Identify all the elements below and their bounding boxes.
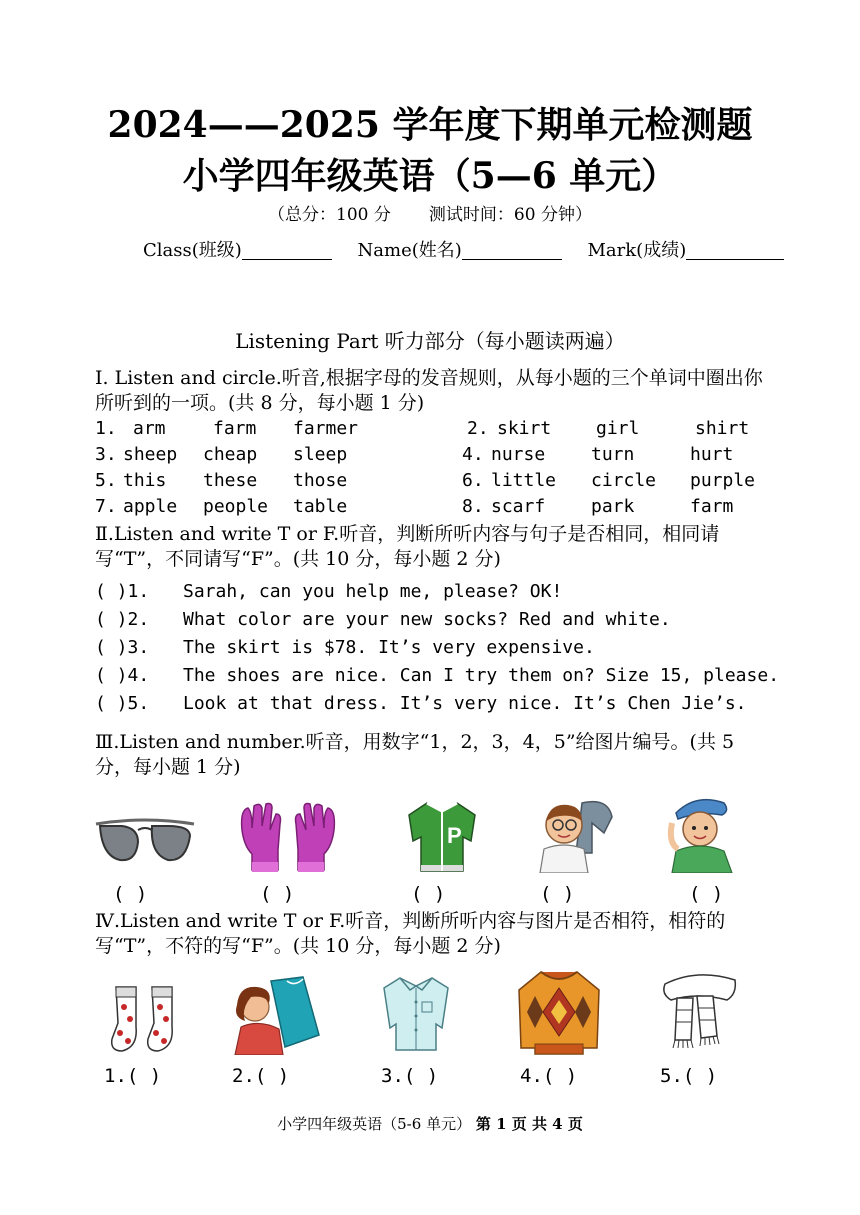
number-answer-blank[interactable]: ( ) (540, 883, 575, 905)
answer-blank[interactable]: ( )4. (95, 665, 150, 686)
footer-title: 小学四年级英语（5-6 单元） (277, 1115, 472, 1133)
number-answer-blank[interactable]: ( ) (689, 883, 724, 905)
question-number: 1. (95, 418, 117, 439)
word-option[interactable]: cheap (203, 444, 258, 465)
class-field[interactable] (143, 240, 332, 261)
question-number: 5. (95, 470, 117, 491)
tf-item (95, 637, 595, 658)
class-label: Class(班级) (143, 240, 242, 261)
question-number: 8. (462, 496, 484, 517)
name-field[interactable] (358, 240, 562, 261)
tf-sentence: Look at that dress. It’s very nice. It’s Chen Jie’s. (183, 693, 747, 714)
listening-part-title: Listening Part 听力部分（每小题读两遍） (235, 329, 625, 353)
word-option[interactable]: those (293, 470, 348, 491)
word-option[interactable]: nurse (491, 444, 546, 465)
mark-field[interactable] (588, 240, 785, 261)
exam-meta (0, 200, 860, 225)
answer-blank[interactable]: ( )3. (95, 637, 150, 658)
section2-instruction: Ⅱ.Listen and write T or F.听音，判断所听内容与句子是否相同，相同请写“T”，不同请写“F”。(共 10 分，每小题 2 分) (95, 523, 720, 570)
number-answer-blank[interactable]: ( ) (113, 883, 148, 905)
page-number: 第 1 页 共 4 页 (475, 1115, 583, 1133)
word-option[interactable]: park (591, 496, 635, 517)
answer-blank[interactable]: ( )2. (95, 609, 150, 630)
answer-blank[interactable]: ( )1. (95, 581, 150, 602)
word-option[interactable]: turn (591, 444, 635, 465)
student-info (143, 236, 784, 262)
page-footer (0, 1113, 860, 1134)
word-option[interactable]: sleep (293, 444, 348, 465)
tf-picture-answer-blank[interactable]: 2.( ) (232, 1065, 290, 1087)
tf-sentence: The skirt is $78. It’s very expensive. (183, 637, 595, 658)
word-option[interactable]: arm (133, 418, 166, 439)
question-number: 6. (462, 470, 484, 491)
tf-sentence: What color are your new socks? Red and white. (183, 609, 671, 630)
shirt-picture (380, 972, 452, 1052)
section1-instruction: Ⅰ. Listen and circle.听音,根据字母的发音规则，从每小题的三个单词中圈出你所听到的一项。(共 8 分，每小题 1 分) (95, 367, 763, 414)
answer-blank[interactable]: ( )5. (95, 693, 150, 714)
tf-item (95, 693, 747, 714)
sunglasses-picture (92, 812, 198, 872)
tf-item (95, 665, 779, 686)
gloves-picture (238, 800, 338, 875)
word-option[interactable]: shirt (695, 418, 750, 439)
word-option[interactable]: scarf (491, 496, 546, 517)
girl-with-dress-picture (225, 975, 325, 1055)
tf-picture-answer-blank[interactable]: 5.( ) (660, 1065, 718, 1087)
mark-label: Mark(成绩) (587, 240, 687, 261)
jacket-picture (405, 797, 480, 875)
word-option[interactable]: hurt (690, 444, 734, 465)
word-option[interactable]: these (203, 470, 258, 491)
question-number: 4. (462, 444, 484, 465)
word-option[interactable]: people (203, 496, 269, 517)
word-option[interactable]: farmer (293, 418, 359, 439)
sweater-picture (513, 966, 605, 1056)
word-option[interactable]: circle (591, 470, 657, 491)
word-option[interactable]: farm (213, 418, 257, 439)
tf-picture-answer-blank[interactable]: 4.( ) (520, 1065, 578, 1087)
word-option[interactable]: apple (123, 496, 178, 517)
number-answer-blank[interactable]: ( ) (411, 883, 446, 905)
word-option[interactable]: skirt (497, 418, 552, 439)
word-option[interactable]: purple (690, 470, 756, 491)
question-number: 3. (95, 444, 117, 465)
scarf-picture (657, 966, 741, 1050)
tf-picture-answer-blank[interactable]: 3.( ) (381, 1065, 439, 1087)
word-option[interactable]: sheep (123, 444, 178, 465)
total-score: （总分：100 分 (268, 205, 391, 225)
question-number: 7. (95, 496, 117, 517)
tf-sentence: Sarah, can you help me, please? OK! (183, 581, 563, 602)
word-option[interactable]: this (123, 470, 167, 491)
word-option[interactable]: table (293, 496, 348, 517)
tf-picture-answer-blank[interactable]: 1.( ) (104, 1065, 162, 1087)
question-number: 2. (467, 418, 489, 439)
word-option[interactable]: little (491, 470, 557, 491)
page-subtitle: 小学四年级英语（5—6 单元） (182, 155, 678, 197)
word-option[interactable]: farm (690, 496, 734, 517)
number-answer-blank[interactable]: ( ) (260, 883, 295, 905)
tf-item (95, 609, 671, 630)
boy-with-hat-picture (666, 793, 738, 873)
test-time: 测试时间：60 分钟） (428, 205, 592, 225)
socks-picture (108, 983, 183, 1055)
page-title: 2024——2025 学年度下期单元检测题 (107, 104, 753, 146)
boy-with-jacket-picture (532, 793, 616, 873)
section3-instruction: Ⅲ.Listen and number.听音，用数字“1，2，3，4，5”给图片编号。(共 5 分，每小题 1 分) (95, 731, 735, 778)
section4-instruction: Ⅳ.Listen and write T or F.听音，判断所听内容与图片是否相符，相符的写“T”，不符的写“F”。(共 10 分，每小题 2 分) (95, 910, 726, 957)
name-label: Name(姓名) (357, 240, 462, 261)
svg-text:P: P (447, 823, 462, 848)
tf-item (95, 581, 562, 602)
word-option[interactable]: girl (596, 418, 640, 439)
tf-sentence: The shoes are nice. Can I try them on? Size 15, please. (183, 665, 780, 686)
